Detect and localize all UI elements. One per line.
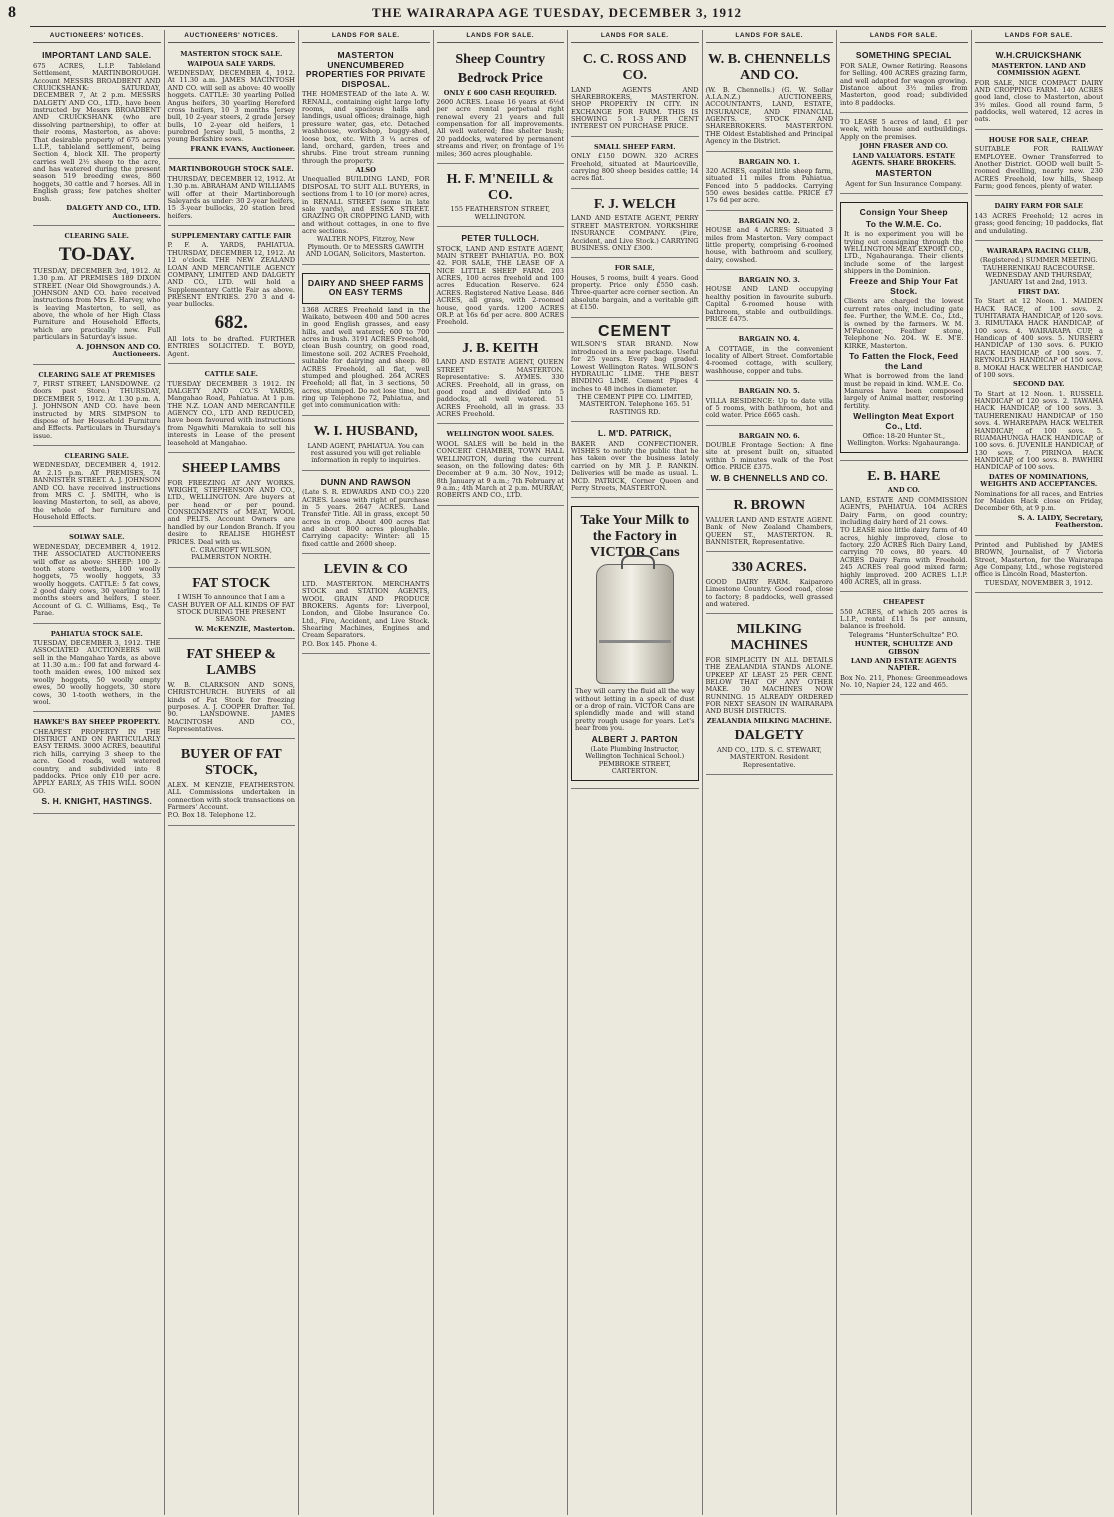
advert-heading: DUNN AND RAWSON [320,476,411,487]
advert-heading: WAIRARAPA RACING CLUB, [986,246,1091,255]
advert-body: To Start at 12 Noon. 1. MAIDEN HACK RACE, of 100 sovs. 2. TUHITARATA HANDICAP, of 120 sovs. 3. RIMUTAKA HACK HANDICAP, of 100 sovs. 4. WAIRARAPA CUP, a Handicap of 400 sovs. 5. NURSERY HANDICAP of 130 sovs. 6. PUKIO HACK HANDICAP, of 100 sovs. 7. REYNOLD'S HANDICAP of 150 sovs. 8. MOKAI HACK WELTER HANDICAP, of 100 sovs. [974,297,1103,379]
advert-brown [706,492,834,552]
advert-body: Houses, 5 rooms, built 4 years. Good property. Price only £550 cash. Three-quarter acre corner section. An absolute bargain, and a veritable gift at £150. [571,273,699,312]
advert-heading: F. J. WELCH [593,196,676,212]
advert-body: LAND AND ESTATE AGENT, QUEEN STREET MASTERTON. Representative: S. AYMES. 330 ACRES. Freehold, all in grass, on good road and divided into 5 paddocks, all well watered. 51 ACRES Freehold, all in grass. 33 ACRES Freehold. [436,358,564,419]
advert-welch [571,191,699,259]
advert-body: What is borrowed from the land must be repaid in kind. W.M.E. Co. Manures have been composed largely of Animal matter, restoring fertility. [844,372,964,410]
advert-heading: BARGAIN NO. 6. [738,431,800,440]
advert-heading-box [302,273,430,304]
advert-to-lease [840,115,968,194]
advert-heading: C. C. ROSS AND CO. [582,52,687,83]
advert-something-special [840,46,968,113]
advert-telegrams: Telegrams "HunterSchultze" P.O. [848,630,959,639]
advert-fat-sheep-lambs [168,641,296,739]
advert-heading: BARGAIN NO. 3. [738,276,800,285]
advert-subheading: LAND VALUATORS. ESTATE AGENTS. SHARE BROKERS. [851,151,957,167]
advert-body: Unequalled BUILDING LAND, FOR DISPOSAL TO SUIT ALL BUYERS, in sections from 1 to 10 (or more) acres, in RENALL STREET (some in late sale yards), and ESSEX STREET. GRAZING OR CROPPING LAND, with and without cottages, in one to five acre sections. [302,175,430,236]
advert-body: VALUER LAND AND ESTATE AGENT. Bank of New Zealand Chambers, QUEEN ST., MASTERTON. R. BANNISTER, Representative. [705,515,833,546]
advert-company: Wellington Meat Export Co., Ltd. [853,411,955,431]
advert-cattle-sale [168,366,296,453]
advert-heading: CLEARING SALE. [64,452,129,461]
advert-body: 155 FEATHERSTON STREET, WELLINGTON. [450,205,551,221]
advert-for-sale [571,260,699,317]
advert-footer: Office: 18-20 Hunter St., Wellington. Works: Ngahauranga. [847,432,961,448]
advert-body: LAND, ESTATE AND COMMISSION AGENTS, PAHIATUA. 104 ACRES Dairy Farm, on good country; including dairy herd of 21 cows. [840,495,968,526]
advert-body: THURSDAY, DECEMBER 12, 1912. At 1.30 p.m. ABRAHAM AND WILLIAMS will offer at their Martinborough Saleyards as under: 30 2-year heifers, 15 3-year bullocks, 20 station bred heifers. [167,174,295,220]
advert-heading: J. B. KEITH [462,340,539,356]
advert-body: 675 ACRES, L.I.P. Tableland Settlement, MARTINBOROUGH. Account MESSRS BROADBENT AND CRUICKSHANK: SATURDAY, DECEMBER 7, At 2 p.m. MESSRS DALGETY AND CO., LTD., have been instructed by Messrs BROADBENT AND CRUICKSHANK (who are dissolving partnership), to offer at their rooms, Masterton, as above: That desirable property of 675 acres L.I.P., tableland settlement, being Section 4, block XII. The property carries well 2½ sheep to the acre, and has watered during the present season 519 breeding ewes, 860 hoggets, 30 cattle and 7 horses. All in English grass; few patches shelter bush. [33,61,161,203]
advert-heading: SHEEP LAMBS [182,460,281,476]
advert-body: TUESDAY, DECEMBER 3, 1912. THE ASSOCIATED AUCTIONEERS will sell in the Mangahao Yards, as above at 11.30 a.m.: 100 fat and forward 4-tooth maiden ewes, 100 mixed sex woolly hoggets, 50 woolly empty ewes, 50 woolly hoggets, 30 store cows, 30 1-tooth wethers, in the wool. [33,638,161,706]
column-2 [165,30,300,1515]
advert-heading: R. BROWN [733,498,806,514]
advert-heading: SUPPLEMENTARY CATTLE FAIR [171,232,292,240]
advert-heading: 330 ACRES. [731,560,807,576]
advert-sheep-lambs [168,455,296,568]
advert-heading: Freeze and Ship Your Fat Stock. [849,276,958,296]
advert-heading: MARTINBOROUGH STOCK SALE. [168,165,294,174]
page-number: 8 [8,4,17,21]
advert-signature: C. CRACROFT WILSON, PALMERSTON NORTH. [190,545,272,562]
advert-body: LAND AND ESTATE AGENT, PERRY STREET MASTERTON. YORKSHIRE INSURANCE COMPANY. (Fire, Accident, and Live Stock.) CARRYING BUSINESS. ONLY £300. [571,214,699,252]
advert-box [840,202,968,453]
advert-house-for-sale [975,132,1104,197]
advert-heading: CLEARING SALE AT PREMISES [38,370,156,379]
advert-subheading: MASTERTON. LAND AND COMMISSION AGENT. [991,61,1086,78]
advert-big-heading: TO-DAY. [58,243,135,265]
advert-location: MASTERTON [875,168,932,179]
advert-cheapest [840,594,968,695]
advert-body: FOR SALE, Owner Retiring. Reasons for Selling. 400 ACRES grazing farm, and well adapted for wagon growing. Distance about 3½ miles from Masterton, good road; subdivided into 8 paddocks. [840,61,968,107]
advert-body: They will carry the fluid all the way without letting in a speck of dust or a drop of rain. VICTOR Cans are splendidly made and will stand pretty rough usage for years. Let's hear from you. [575,687,695,733]
advert-body: ONLY £150 DOWN. 320 ACRES Freehold, situated at Mauriceville, carrying 800 sheep besides cattle; 14 acres flat. [571,152,699,183]
advert-body: 143 ACRES Freehold; 12 acres in grass; good fencing; 10 paddocks, flat and undulating. [974,211,1103,235]
advert-heading: FAT STOCK [192,575,271,591]
advert-body: (Late S. R. EDWARDS AND CO.) 220 ACRES. Lease with right of purchase in 5 years. 2647 ACRES. Land Transfer Title. All in grass, except 50 acres in crop. About 400 acres flat and about 800 acres ploughable. Carrying capacity: Winter: all 15 fixed cattle and 2600 sheep. [302,488,430,548]
advert-footer: P.O. Box 18. Telephone 12. [167,811,257,820]
advert-heading: MASTERTON UNENCUMBERED PROPERTIES FOR PRIVATE DISPOSAL. [305,50,426,89]
advert-heading: DAIRY FARM FOR SALE [994,202,1083,211]
advert-mneill [437,166,565,227]
advert-important-land-sale [33,46,161,226]
advert-patrick [571,424,699,498]
advert-solway-sale [33,529,161,623]
advert-masterton-properties [302,46,430,264]
advert-heading: Take Your Milk to the Factory in VICTOR Cans [580,513,690,560]
advert-heading: PAHIATUA STOCK SALE. [50,629,143,638]
advert-subheading: SECOND DAY. [1013,380,1065,389]
advert-body: WEDNESDAY, DECEMBER 4, 1912. At 2.15 p.m. AT PREMISES, 74 BANNISTER STREET. A. J. JOHNSON AND CO. have received instructions from MRS C. J. SMITH, who is leaving Masterton, to sell, as above, the whole of her furniture and Household Effects. [33,461,161,522]
advert-clearing-sale-today [33,228,161,365]
advert-heading: MILKING MACHINES [730,622,808,654]
advert-clearing-sale-premises [33,367,161,446]
advert-martinborough-stock-sale [168,161,296,226]
imprint [975,538,1104,593]
advert-body: 320 ACRES, capital little sheep farm, situated 11 miles from Pahiatua. Fenced into 5 paddocks. Carrying 550 ewes besides cattle. PRICE £7 17s 6d per acre. [705,166,833,205]
advert-body: TO LEASE nice little dairy farm of 40 acres, highly improved, close to factory. 220 ACRES Rich Dairy Land, carrying 70 cows, 80 years. 40 ACRES Dairy Farm with Freehold. 245 ACRES real good mixed farm; highly improved. 200 ACRES L.I.P. 400 ACRES, all in grass. [840,526,968,586]
advert-body: 7, FIRST STREET, LANSDOWNE. (2 doors past Store.) THURSDAY, DECEMBER 5, 1912. At 1.30 p.m. A. J. JOHNSON AND CO. have been instructed by MRS SIMPSON to dispose of her Household Furniture and Effects. Particulars in Thursday's issue. [33,380,161,440]
column-1 [30,30,165,1515]
advert-big-number: 682. [214,311,248,333]
advert-heading: HOUSE FOR SALE, CHEAP. [988,135,1089,144]
masthead [0,0,1114,26]
advert-heading: To Fatten the Flock, Feed the Land [849,351,959,371]
advert-body: GOOD DAIRY FARM. Kaiparoro Limestone Country. Good road, close to factory; 8 paddocks, well grassed and watered. [705,577,833,609]
advert-body: 2600 ACRES. Lease 16 years at 6½d per acre rental perpetual right renewal every 21 years and full compensation for all improvements. All well watered; fine shelter bush; 20 paddocks, watered by permanent streams and river, on frontage of 1½ miles; 360 acres ploughable. [436,97,564,158]
advert-subheading: ALSO [355,166,376,175]
advert-body: HOUSE AND LAND occupying healthy position in favourite suburb. Capital 6-roomed house with bathroom, stable and outbuildings. PRICE £475. [705,285,833,323]
advert-bargain-4 [706,331,834,381]
advert-heading: BUYER OF FAT STOCK, [180,747,282,779]
advert-bargain-3 [706,272,834,329]
advert-victor-cans [571,500,699,788]
advert-subheading: ZEALANDIA MILKING MACHINE. [706,716,832,725]
advert-signature: W. B CHENNELLS AND CO. [710,472,828,483]
advert-cruickshank [975,46,1104,130]
advert-signature: W. McKENZIE, Masterton. [194,624,295,633]
advert-body: WILSON'S STAR BRAND. Now introduced in a new package. Useful for 25 years. Every bag graded. Lowest Wellington Rates. WILSON'S HYDRAULIC LIME. THE BEST BINDING LIME. Cement Pipes 4 inches to 48 inches in diameter. [571,340,699,393]
advert-heading: W. I. HUSBAND, [313,423,418,439]
column-heading: LANDS FOR SALE. [571,30,699,43]
advert-footer: P.O. Box 145. Phone 4. [302,639,378,648]
advert-levin [302,556,430,654]
column-heading: LANDS FOR SALE. [437,30,565,43]
advert-bargain-6 [706,428,834,490]
advert-body: STOCK, LAND AND ESTATE AGENT, MAIN STREET PAHIATUA. P.O. BOX 42. FOR SALE, THE LEASE OF A NICE LITTLE SHEEP FARM. 203 ACRES, 100 acres freehold and 100 acres Education Reserve. 624 ACRES. Registered Native Lease. 846 ACRES, all grass, with 2-roomed house, good yards. 1200 ACRES OR.P. at 16s 6d per acre. 800 ACRES Freehold. [436,244,564,327]
advert-body: FOR SIMPLICITY IN ALL DETAILS THE ZEALANDIA STANDS ALONE. UPKEEP AT LEAST 25 PER CENT. BELOW THAT OF ANY OTHER MAKE. 30 MACHINES NOW RUNNING. 15 ALREADY ORDERED FOR NEXT SEASON IN WAIRARAPA AND BUSH DISTRICTS. [705,655,833,716]
column-heading: LANDS FOR SALE. [975,30,1104,43]
advert-body: Clients are charged the lowest current rates only, including gate fee. Further, the W.M.E. Co., Ltd., is owned by the farmers. W. M. M'Falconer, Feather stone, Telephone No. 204. W. E. M'E. KIRKE, Masterton. [844,297,964,350]
advert-subheading: FIRST DAY. [1017,287,1060,296]
advert-signature: FRANK EVANS, Auctioneer. [190,144,295,153]
imprint-body: Printed and Published by JAMES BROWN, Journalist, of 7 Victoria Street, Masterton, for the Wairarapa Age Company, Ltd., whose registered office is Lincoln Road, Masterton. [974,540,1103,579]
advert-keith [437,335,565,425]
column-heading: AUCTIONEERS' NOTICES. [168,30,296,43]
advert-body: 1368 ACRES Freehold land in the Waikato, between 400 and 500 acres in good English grasses, and easy hills, and well watered; 600 to 700 acres in bush. 3191 ACRES Freehold, clean Bush country, on good road, limestone soil. 202 ACRES Freehold, suitable for dairying and sheep. 80 ACRES Freehold, all flat, well stumped and ploughed. 264 ACRES Freehold; all flat, in 3 sections, 50 acres, stumped. Do not lose time, but ring up Telephone 72, Pahiatua, and get into communication with: [302,305,430,410]
advert-chennells [706,46,834,151]
advert-hare [840,463,968,593]
advert-wme [840,196,968,461]
advert-body: WOOL SALES will be held in the CONCERT CHAMBER, TOWN HALL WELLINGTON, during the current season, on the following dates: 6th December at 9 a.m. 30 Nov., 1912; 8th January at 9 a.m.; 7th February at 9 a.m.; 4th March at 2 p.m. MURRAY, ROBERTS AND CO., LTD. [436,439,564,500]
advert-heading: HAWKE'S BAY SHEEP PROPERTY. [33,718,160,727]
advert-heading: BARGAIN NO. 2. [738,216,800,225]
advert-subheading: LAND AND ESTATE AGENTS NAPIER. [850,656,957,673]
advert-subheading: Bedrock Price [457,70,543,86]
advert-box [571,506,699,780]
advert-heading: SOMETHING SPECIAL [855,50,952,61]
advert-body: LTD. MASTERTON. MERCHANTS STOCK and STATION AGENTS, WOOL GRAIN AND PRODUCE BROKERS. Agents for: Liverpool, London, and Globe Insurance Co. Ltd., Fire, Accident, and Live Stock. Shearing Machines, Engines and Cream Separators. [302,579,430,640]
advert-body: THE HOMESTEAD of the late A. W. RENALL, containing eight large lofty rooms, and spacious halls and landings, usual offices; drainage, high pressure water, gas, etc. Detached washhouse, workshop, buggy-shed, loose box, etc. With 3 ¼ acres of land, orchard, garden, trees and shrubs. Fine trout stream running through the property. [302,90,430,165]
milk-can-icon [596,564,674,684]
advert-bargain-2 [706,213,834,270]
advert-buyer-fat-stock [168,741,296,825]
advert-milking-machines [706,616,834,775]
advert-dairy-sheep-farms [302,267,430,416]
column-8 [972,30,1107,1515]
advert-signature: A. JOHNSON AND CO. Auctioneers. [76,342,161,359]
column-heading: LANDS FOR SALE. [840,30,968,43]
advert-clearing-sale-bannister [33,448,161,527]
advert-masterton-stock-sale [168,46,296,159]
advert-heading: SOLWAY SALE. [69,533,125,542]
advert-heading: IMPORTANT LAND SALE. [42,50,152,61]
advert-body: TO LEASE 5 acres of land, £1 per week, with house and outbuildings. Apply on the premises. [840,118,968,141]
advert-husband [302,418,430,471]
advert-ross [571,46,699,137]
advert-heading: E. B. HARE [867,468,941,484]
columns [30,30,1106,1515]
advert-body: LAND AGENT, PAHIATUA. You can rest assured you will get reliable information in reply to inquiries. [307,441,425,465]
advert-cement [571,320,699,423]
advert-heading: BARGAIN NO. 5. [738,387,800,396]
advert-heading: DAIRY AND SHEEP FARMS ON EASY TERMS [307,277,424,298]
advert-body: To Start at 12 Noon. 1. RUSSELL HANDICAP of 120 sovs. 2. TAWAHA HACK HANDICAP, of 100 sovs. 3. TAUHERENIKAU HANDICAP of 150 sovs. 4. WHAREPAPA HACK WELTER HANDICAP, of 100 sovs. 5. RUAMAHUNGA HACK HANDICAP, of 100 sovs. 6. JUVENILE HANDICAP, of 130 sovs. 7. PIRINOA HACK HANDICAP, of 100 sovs. 8. PAWHIRI HANDICAP of 100 sovs. [974,389,1103,472]
advert-body: A COTTAGE, in the convenient locality of Albert Street. Comfortable 4-roomed cottage, with scullery, washhouse, copper and tubs. [705,344,833,375]
advert-heading: BARGAIN NO. 4. [738,335,800,344]
advert-330-acres [706,554,834,614]
advert-body: FOR SALE, NICE COMPACT DAIRY AND CROPPING FARM. 140 ACRES good land, close to Masterton, about 3½ miles. Good all round farm, 5 paddocks, well watered, 12 acres in oats. [974,78,1103,124]
column-heading: LANDS FOR SALE. [706,30,834,43]
advert-footer: Box No. 211, Phones: Greenmeadows No. 10, Napier 24, 122 and 465. [840,673,968,690]
advert-tulloch [437,229,565,333]
advert-heading: FAT SHEEP & LAMBS [186,647,276,679]
advert-body: VILLA RESIDENCE: Up to date villa of 5 rooms, with bathroom, hot and cold water. Price £665 cash. [705,396,833,420]
advert-body: FOR FREEZING AT ANY WORKS. WRIGHT, STEPHENSON AND CO., LTD., WELLINGTON. Are buyers at per head or per pound. CONSIGNMENTS of MEAT, WOOL and PELTS. Account Owners are handled by our London Branch. If you desire to REALISE HIGHEST PRICES. Deal with us. [167,478,295,546]
advert-heading: CHEAPEST [883,598,925,607]
advert-pahiatua-stock-sale [33,626,161,713]
advert-subheading: DATES OF NOMINATIONS, WEIGHTS AND ACCEPTANCES. [980,472,1098,489]
masthead-rule [30,26,1106,27]
advert-tagline: ONLY £ 600 CASH REQUIRED. [443,88,557,97]
advert-body: DOUBLE Frontage Section: A fine site at present built on, situated within 5 minutes walk of the Post Office. PRICE £375. [705,441,833,472]
advert-small-sheep-farm [571,139,699,189]
advert-footer: Agent for Sun Insurance Company. [845,179,963,188]
advert-racing-club [975,243,1104,536]
advert-subheading: To the W.M.E. Co. [865,218,942,229]
advert-signature: S. H. KNIGHT, HASTINGS. [41,796,153,807]
advert-heading: FOR SALE, [614,264,655,273]
advert-signature: DALGETY AND CO., LTD. Auctioneers. [66,203,161,220]
advert-hawkes-bay-property [33,714,161,813]
advert-heading: W. B. CHENNELLS AND CO. [708,52,831,83]
column-5 [568,30,703,1515]
advert-body: WEDNESDAY, DECEMBER 4, 1912. At 11.30 a.m. JAMES MACINTOSH AND CO. will sell as above: 40 woolly hoggets. CATTLE: 30 yearling Polled Angus heifers, 30 yearling Hereford cross heifers, 10 3 months Jersey bull, 10 2-year steers, 2 grade Jersey bulls, 10 2-year old heifers, 1 purebred Jersey bull, 5 months, 2 young Berkshire sows. [167,69,295,144]
advert-body: TUESDAY DECEMBER 3 1912. IN DALGETY AND CO.'S YARDS, Mangahao Road, Pahiatua. At 1 p.m. THE N.Z. LOAN AND MERCANTILE AGENCY CO., LTD AND REDUCED, have been favoured with instructions from Ngawhiti Marakaia to sell his interests in Lease of the present leasehold at Mangahao. [167,379,295,447]
advert-bargain-1 [706,154,834,211]
advert-signature: THE CEMENT PIPE CO. LIMITED, MASTERTON. Telephone 165. 51 RASTINGS RD. [576,393,693,416]
advert-body: I WISH To announce that I am a CASH BUYER OF ALL KINDS OF FAT STOCK DURING THE PRESENT SEASON. [167,593,295,624]
advert-body: SUITABLE FOR RAILWAY EMPLOYEE. Owner Transferred to Another District. GOOD well built 5-roomed dwelling, nearly new. 230 ACRES Freehold, low hills, Sheep Farm; good fences, plenty of water. [974,145,1103,191]
advert-body: TUESDAY, DECEMBER 3rd, 1912. At 1.30 p.m. AT PREMISES 189 DIXON STREET. (Near Old Showgrounds.) A. JOHNSON AND CO. have received instructions from Mrs E. Harvey, who is leaving Masterton, to sell, as above, the whole of her High Class Furniture and Household Effects, which are practically new. Full particulars in Saturday's issue. [33,266,161,342]
advert-footer: (Late Plumbing Instructor, Wellington Technical School.) PEMBROKE STREET, CARTERTON. [585,745,685,776]
advert-cattle-fair [168,228,296,364]
advert-heading: Sheep Country [455,52,546,68]
advert-body: Nominations for all races, and Entries for Maiden Hack close on Friday, December 6th, at 9 p.m. [974,489,1103,513]
advert-heading: Consign Your Sheep [859,207,948,218]
column-4 [434,30,569,1515]
column-heading: LANDS FOR SALE. [302,30,430,43]
advert-heading: BARGAIN NO. 1. [738,157,800,166]
advert-signature: DALGETY [734,728,804,744]
advert-body: W. B. CLARKSON AND SONS, CHRISTCHURCH. BUYERS of all kinds of Fat Stock for freezing purposes. A. J. COOPER Drafter. Tel. 90. LANSDOWNE. JAMES MACINTOSH AND CO., Representatives. [167,680,295,734]
advert-body: It is no experiment you will be trying out consigning through the WELLINGTON MEAT EXPORT CO., LTD., Ngahauranga. Their clients include some of the largest shippers in the Dominion. [844,230,964,276]
advert-heading: CLEARING SALE. [64,232,129,241]
advert-heading: SMALL SHEEP FARM. [593,142,676,151]
advert-heading: W.H.CRUICKSHANK [995,50,1082,61]
advert-body: CHEAPEST PROPERTY IN THE DISTRICT AND ON PARTICULARLY EASY TERMS. 3000 ACRES, beautiful rich hills, carrying 3 sheep to the acre. Good roads, well watered country, and subdivided into 8 paddocks. Price only £10 per acre. APPLY EARLY, AS THIS WILL SOON GO. [33,727,161,795]
advert-body: LAND AGENTS AND SHAREBROKERS, MASTERTON. SHOP PROPERTY IN CITY. IN EXCHANGE FOR FARM. THIS IS SHOWING 5 1-3 PER CENT INTEREST ON PURCHASE PRICE. [571,85,699,131]
advert-heading: CATTLE SALE. [204,370,258,379]
advert-body: All lots to be drafted. FURTHER ENTRIES SOLICITED. T. BOYD, Agent. [167,335,295,358]
advert-signature: HUNTER, SCHULTZE AND GIBSON [854,640,953,656]
advert-body: 550 ACRES, of which 205 acres is L.I.P., rental £11 5s per annum, balance is freehold. [840,607,968,631]
masthead-title: THE WAIRARAPA AGE TUESDAY, DECEMBER 3, 1912 [372,4,742,20]
column-3 [299,30,434,1515]
advert-signature: ALBERT J. PARTON [591,733,678,744]
advert-subheading: AND CO. [887,486,920,495]
advert-dairy-farm-for-sale [975,198,1104,241]
advert-heading: WELLINGTON WOOL SALES. [446,430,555,439]
advert-heading: PETER TULLOCH. [461,233,540,244]
advert-body: WEDNESDAY, DECEMBER 4, 1912. THE ASSOCIATED AUCTIONEERS will offer as above: SHEEP: 100 2-tooth store wethers, 100 woolly hoggets, 75 woolly hoggets, 33 woolly hoggets. CATTLE: 5 fat cows, 2 good dairy cows, 30 yearling to 15 months steers and heifers, 1 steer. Account of G. C. Williams, Esq., Te Parae. [33,542,161,618]
advert-sheep-country [437,46,565,164]
advert-body: BAKER AND CONFECTIONER. WISHES to notify the public that he has taken over the business lately carried on by MR J. P. RANKIN. Deliveries will be made as usual. L. MCD. PATRICK, Corner Queen and Perry Streets, MASTERTON. [571,439,699,492]
advert-signature: WALTER NOPS, Fitzroy, New Plymouth. Or to MESSRS GAWITH AND LOGAN, Solicitors, Masterton. [305,235,426,259]
advert-body: (Registered.) SUMMER MEETING. TAUHERENIKAU RACECOURSE. WEDNESDAY AND THURSDAY, JANUARY 1st and 2nd, 1913. [980,256,1098,287]
advert-heading: MASTERTON STOCK SALE. [180,50,283,59]
advert-signature: S. A. LAIDY, Secretary, Featherston. [1017,513,1103,530]
column-6 [703,30,838,1515]
advert-dunn-rawson [302,473,430,555]
advert-signature: JOHN FRASER AND CO. [859,142,948,151]
column-heading: AUCTIONEERS' NOTICES. [33,30,161,43]
imprint-date: TUESDAY, NOVEMBER 3, 1912. [984,578,1093,587]
advert-body: (W. B. Chennells.) (G. W. Sollar A.I.A.N.Z.) AUCTIONEERS, ACCOUNTANTS, LAND, ESTATE, INSURANCE, AND FINANCIAL AGENTS. STOCK AND SHAREBROKERS. MASTERTON. THE Oldest Established and Principal Agency in the District. [705,85,833,146]
advert-heading: L. M'D. PATRICK, [597,428,672,439]
advert-body: ALEX. M KENZIE, FEATHERSTON. ALL Commissions undertaken in connection with stock transactions on Farmers' Account. [167,780,295,811]
column-7 [837,30,972,1515]
advert-wool-sales [437,426,565,505]
advert-subheading: WAIPOUA SALE YARDS. [187,59,276,68]
advert-footer: AND CO., LTD. S. C. STEWART, MASTERTON. Resident Representative. [716,745,822,769]
advert-heading: CEMENT [597,322,672,340]
advert-bargain-5 [706,383,834,426]
advert-body: P. F. A. YARDS, PAHIATUA. THURSDAY, DECEMBER 12, 1912. At 12 o'clock. THE NEW ZEALAND LOAN AND MERCANTILE AGENCY COMPANY, LIMITED AND DALGETY AND CO., LTD. will hold a Supplementary Cattle Fair as above. PRESENT ENTRIES. 270 3 and 4-year bullocks. [167,241,295,309]
advert-heading: H. F. M'NEILL & CO. [446,171,554,203]
advert-heading: LEVIN & CO [323,562,408,578]
advert-fat-stock [168,570,296,640]
advert-body: HOUSE and 4 ACRES: Situated 3 miles from Masterton. Very compact little property, comprising 6-roomed house, with bathroom and scullery, dairy, cowshed. [705,226,833,264]
